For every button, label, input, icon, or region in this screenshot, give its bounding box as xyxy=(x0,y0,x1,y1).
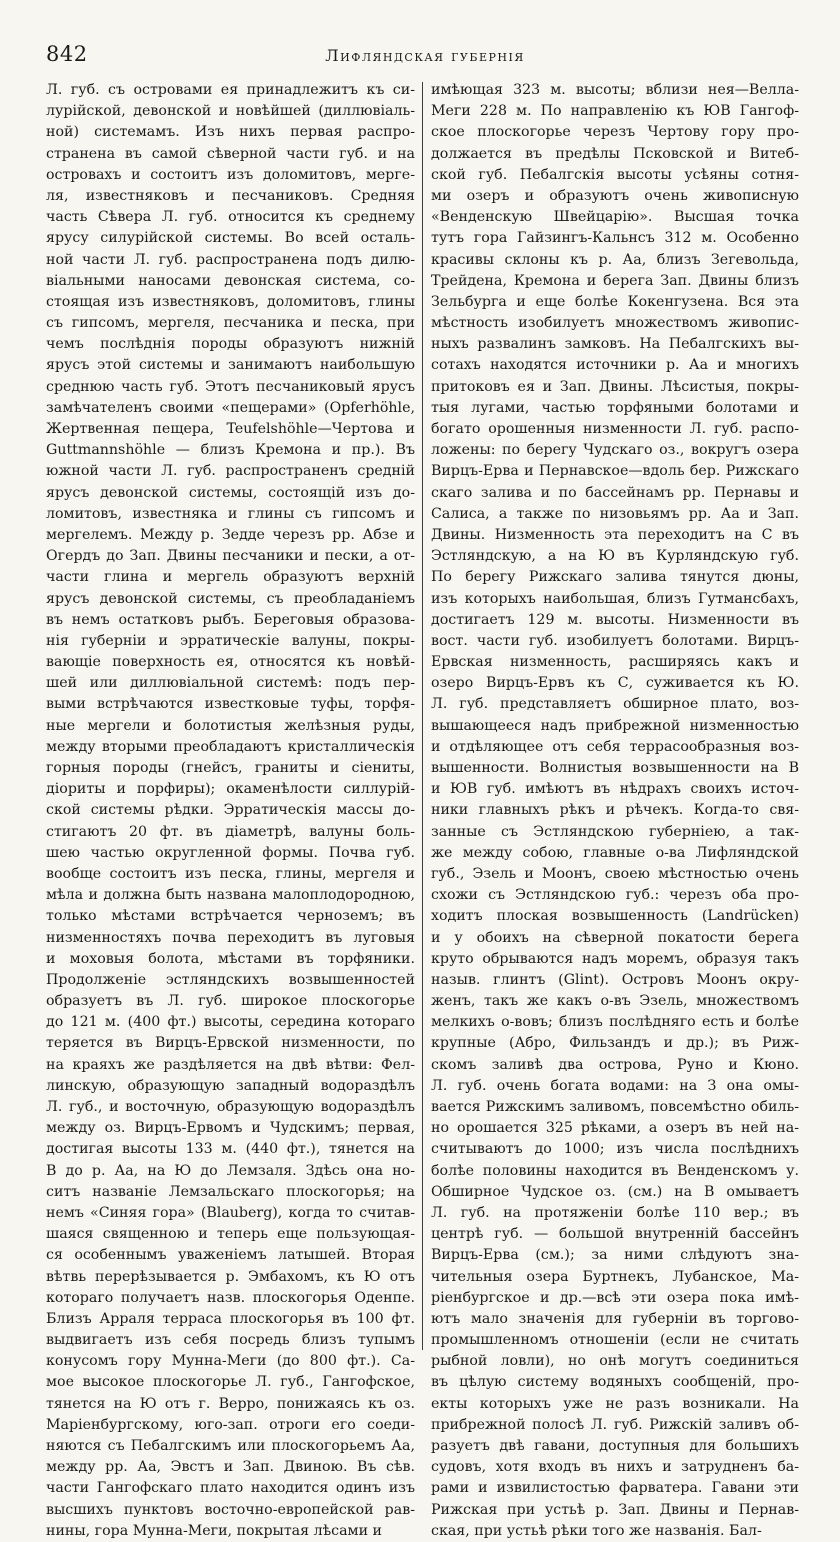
text-line: нія губерніи и эрратическіе валуны, покры- xyxy=(46,632,415,649)
text-line: чительныя озера Буртнекъ, Лубанское, Ма- xyxy=(431,1268,799,1285)
text-line: губ., Эзель и Моонъ, своею мѣстностью очень xyxy=(431,865,799,882)
text-line: ля, известняковъ и песчаниковъ. Средняя xyxy=(46,187,415,204)
text-line: между рр. Аа, Эвстъ и Зап. Двиною. Въ сѣв. xyxy=(46,1459,415,1476)
left-column xyxy=(46,80,422,1542)
text-line: тянется на Ю отъ г. Верро, понижаясь къ оз. xyxy=(46,1395,415,1412)
text-line: стоящая изъ известняковъ, доломитовъ, глины xyxy=(46,293,415,310)
text-line: мѣстность изобилуетъ множествомъ живопис- xyxy=(431,315,799,332)
text-line: Обширное Чудское оз. (см.) на В омываетъ xyxy=(431,1183,799,1200)
text-line: ной части Л. губ. распространена подъ дилю- xyxy=(46,251,415,268)
text-line: между вторыми преобладаютъ кристаллическія xyxy=(46,738,415,755)
text-line: въ немъ остатковъ рыбъ. Береговыя образова- xyxy=(46,611,415,628)
text-line: По берегу Рижскаго залива тянутся дюны, xyxy=(431,569,799,586)
text-line: круто обрываются надъ моремъ, образуя такъ xyxy=(431,950,799,967)
text-line: Вирцъ-Ерва и Пернавское—вдоль бер. Рижскаго xyxy=(431,463,799,480)
text-line: вышающееся надъ прибрежной низменностью xyxy=(431,717,799,734)
text-line: скомъ заливѣ два острова, Руно и Кюно. xyxy=(431,1056,799,1073)
text-line: горныя породы (гнейсъ, граниты и сіениты, xyxy=(46,760,415,776)
text-line: ныхъ развалинъ замковъ. На Пебалгскихъ вы- xyxy=(431,336,799,353)
text-line: лурійской, девонской и новѣйшей (диллювіаль- xyxy=(46,103,415,120)
text-line: тутъ гора Гайзингъ-Кальнсъ 312 м. Особенно xyxy=(431,230,799,247)
text-line: нины, гора Мунна-Меги, покрытая лѣсами и xyxy=(46,1522,383,1539)
text-line: высшихъ пунктовъ восточно-европейской рав- xyxy=(46,1501,415,1518)
text-line: озеро Вирцъ-Ервъ къ С, суживается къ Ю. xyxy=(431,675,799,692)
text-line: образуетъ въ Л. губ. широкое плоскогорье xyxy=(46,993,415,1010)
text-line: екты которыхъ уже не разъ возникали. На xyxy=(431,1395,799,1412)
text-line: ся особеннымъ уваженіемъ латышей. Вторая xyxy=(46,1247,415,1264)
text-line: крупные (Абро, Фильзандъ и др.); въ Риж- xyxy=(431,1035,799,1052)
text-line: ники главныхъ рѣкъ и рѣчекъ. Когда-то свя- xyxy=(431,802,799,819)
text-line: схожи съ Эстляндскою губ.: черезъ оба про- xyxy=(431,887,799,904)
text-line: часть Сѣвера Л. губ. относится къ среднему xyxy=(46,209,415,226)
text-line: стигаютъ 20 фт. въ діаметрѣ, валуны боль- xyxy=(46,823,415,840)
text-line: изъ которыхъ наибольшая, близъ Гутмансбахъ, xyxy=(431,590,799,607)
text-line: Двины. Низменность эта переходитъ на С въ xyxy=(431,526,799,543)
text-line: Л. губ. представляетъ обширное плато, воз- xyxy=(431,696,799,713)
text-line: Зельбурга и еще болѣе Кокенгузена. Вся эта xyxy=(431,293,799,310)
running-title: Лифляндская губернія xyxy=(325,46,525,65)
text-line: выми встрѣчаются известковые туфы, торфя- xyxy=(46,696,415,713)
text-line: ской системы рѣдки. Эрратическія массы до- xyxy=(46,802,415,819)
text-line: сотахъ находятся источники р. Аа и многихъ xyxy=(431,357,799,374)
text-line: Ервская низменность, расширяясь какъ и xyxy=(431,654,799,671)
text-line: замѣчателенъ своими «пещерами» (Opferhöhle, xyxy=(46,399,415,416)
text-line: должается въ предѣлы Псковской и Витеб- xyxy=(431,145,799,162)
text-line: віальными наносами девонская система, со- xyxy=(46,272,415,289)
text-line: Жертвенная пещера, Teufelshöhle—Чертова и xyxy=(46,421,415,437)
text-line: вообще состоитъ изъ песка, глины, мергеля и xyxy=(46,865,415,882)
text-line: низменностяхъ почва переходитъ въ луговыя xyxy=(46,929,415,946)
text-line: Эстляндскую, а на Ю въ Курляндскую губ. xyxy=(431,548,799,565)
text-line: рыбной ловли), но онѣ могутъ соединиться xyxy=(431,1353,799,1370)
text-line: и у обоихъ на сѣверной покатости берега xyxy=(431,929,799,946)
text-line: мергелемъ. Между р. Зедде черезъ рр. Абзе и xyxy=(46,526,415,543)
text-line: но орошается 325 рѣками, а озеръ въ ней на- xyxy=(431,1120,799,1137)
text-line: и ЮВ губ. имѣютъ въ нѣдрахъ своихъ источ- xyxy=(431,781,799,798)
text-line: между оз. Вирцъ-Ервомъ и Чудскимъ; первая, xyxy=(46,1120,415,1137)
text-line: тыя лугами, частью торфяными болотами и xyxy=(431,399,799,416)
text-line: Маріенбургскому, юго-зап. отроги его соеди- xyxy=(46,1416,415,1433)
text-line: скаго залива и по бассейнамъ рр. Пернавы и xyxy=(431,484,799,501)
text-line: ярусу силурійской системы. Во всей осталь- xyxy=(46,230,415,247)
text-line: занные съ Эстляндскою губерніею, а так- xyxy=(431,823,799,840)
text-line: ское плоскогорье черезъ Чертову гору про- xyxy=(431,124,799,141)
text-line: Guttmannshöhle — близъ Кремона и пр.). Въ xyxy=(46,442,415,459)
text-line: Л. губ. съ островами ея принадлежитъ къ си- xyxy=(46,82,415,98)
text-line: ные мергели и болотистыя желѣзныя руды, xyxy=(46,717,415,734)
text-line: южной части Л. губ. распространенъ средній xyxy=(46,463,415,480)
text-line: разуетъ двѣ гавани, доступныя для большихъ xyxy=(431,1438,799,1454)
text-line: богато орошенныя низменности Л. губ. распо- xyxy=(431,421,799,437)
text-line: шей или диллювіальной системѣ: подъ пер- xyxy=(46,675,415,692)
text-line: и моховыя болота, мѣстами въ торфяники. xyxy=(46,950,415,967)
text-line: шаяся священною и теперь еще пользующая- xyxy=(46,1226,415,1243)
text-line: ютъ мало значенія для губерніи въ торгово- xyxy=(431,1310,799,1327)
text-line: ріенбургское и др.—всѣ эти озера пока имѣ- xyxy=(431,1289,799,1306)
text-line: немъ «Синяя гора» (Blauberg), когда то считав- xyxy=(46,1204,415,1221)
text-line: достигая высоты 133 м. (440 фт.), тянется на xyxy=(46,1141,415,1158)
text-line: вышенности. Волнистыя возвышенности на В xyxy=(431,760,799,776)
text-line: съ гипсомъ, мергеля, песчаника и песка, при xyxy=(46,315,415,332)
text-line: няются съ Пебалгскимъ или плоскогорьемъ Аа, xyxy=(46,1438,415,1454)
text-line: достигаетъ 129 м. высоты. Низменности въ xyxy=(431,611,799,628)
text-line: Меги 228 м. По направленію къ ЮВ Гангоф- xyxy=(431,103,799,120)
text-line: ярусъ этой системы и занимаютъ наибольшую xyxy=(46,357,415,374)
text-line: Рижская при устьѣ р. Зап. Двины и Пернав- xyxy=(431,1501,799,1518)
text-line: до 121 м. (400 фт.) высоты, середина котораго xyxy=(46,1014,415,1031)
text-line: части глина и мергель образуютъ верхній xyxy=(46,569,415,586)
text-line: назыв. глинтъ (Glint). Островъ Моонъ окру- xyxy=(431,971,799,988)
text-line: ложены: по берегу Чудскаго оз., вокругъ озера xyxy=(431,442,799,459)
text-line: же между собою, главные о-ва Лифляндской xyxy=(431,844,799,861)
text-line: мѣла и должна быть названа малоплодородною, xyxy=(46,887,415,904)
text-line: среднюю часть губ. Этотъ песчаниковый ярусъ xyxy=(46,378,415,395)
text-line: Салиса, а также по низовьямъ рр. Аа и Зап. xyxy=(431,505,799,522)
text-line: въ цѣлую систему водяныхъ сообщеній, про- xyxy=(431,1374,799,1391)
text-line: островахъ и состоитъ изъ доломитовъ, мерге- xyxy=(46,166,415,183)
text-line: ми озеръ и образуютъ очень живописную xyxy=(431,187,799,204)
text-line: женъ, такъ же какъ о-въ Эзель, множествомъ xyxy=(431,993,799,1010)
text-line: конусомъ гору Мунна-Меги (до 800 фт.). Са- xyxy=(46,1353,415,1370)
text-line: теряется въ Вирцъ-Ервской низменности, по xyxy=(46,1035,415,1052)
text-line: Вирцъ-Ерва (см.); за ними слѣдуютъ зна- xyxy=(431,1247,799,1264)
text-line: ская, при устьѣ рѣки того же названія. Бал- xyxy=(431,1522,762,1539)
text-line: имѣющая 323 м. высоты; вблизи нея—Велла- xyxy=(431,82,799,98)
text-line: вѣтвь перерѣзывается р. Эмбахомъ, къ Ю отъ xyxy=(46,1268,415,1285)
text-line: на краяхъ же раздѣляется на двѣ вѣтви: Фел- xyxy=(46,1056,415,1073)
text-line: мелкихъ о-вовъ; близъ послѣдняго есть и болѣе xyxy=(431,1014,799,1031)
text-line: судовъ, хотя входъ въ нихъ и затрудненъ ба- xyxy=(431,1459,799,1476)
text-line: вающіе поверхность ея, относятся къ новѣй- xyxy=(46,654,415,671)
text-line: притоковъ ея и Зап. Двины. Лѣсистыя, покры- xyxy=(431,378,799,395)
text-line: промышленномъ отношеніи (если не считать xyxy=(431,1332,799,1349)
text-line: шею частью округленной формы. Почва губ. xyxy=(46,844,415,861)
text-line: вается Рижскимъ заливомъ, повсемѣстно обиль- xyxy=(431,1099,799,1115)
page-header xyxy=(46,40,804,80)
text-line: Трейдена, Кремона и берега Зап. Двины близъ xyxy=(431,272,799,289)
text-line: «Венденскую Швейцарію». Высшая точка xyxy=(431,209,799,226)
text-line: мое высокое плоскогорье Л. губ., Гангофское, xyxy=(46,1374,415,1391)
text-line: ходитъ плоская возвышенность (Landrücken) xyxy=(431,908,799,925)
text-line: Огердъ до Зап. Двины песчаники и пески, а от- xyxy=(46,548,415,565)
text-line: линскую, образующую западный водораздѣлъ xyxy=(46,1077,415,1094)
text-line: рами и извилистостью фарватера. Гавани эти xyxy=(431,1480,799,1497)
text-line: болѣе половины находится въ Венденскомъ у. xyxy=(431,1162,799,1179)
text-line: красивы склоны къ р. Аа, близъ Зегевольда, xyxy=(431,251,799,268)
text-line: прибрежной полосѣ Л. губ. Рижскій заливъ об- xyxy=(431,1416,799,1433)
text-line: части Гангофскаго плато находится одинъ изъ xyxy=(46,1480,415,1497)
text-line: считываютъ до 1000; изъ числа послѣднихъ xyxy=(431,1141,799,1158)
text-line: центрѣ губ. — большой внутренній бассейнъ xyxy=(431,1226,799,1243)
text-line: котораго получаетъ назв. плоскогорья Оденпе. xyxy=(46,1289,415,1306)
text-line: ной) системамъ. Изъ нихъ первая распро- xyxy=(46,124,415,141)
text-line: В до р. Аа, на Ю до Лемзаля. Здѣсь она но- xyxy=(46,1162,415,1179)
text-line: Л. губ., и восточную, образующую водораздѣлъ xyxy=(46,1099,415,1115)
text-line: и отдѣляющее отъ себя террасообразныя воз- xyxy=(431,738,799,755)
text-line: чемъ послѣднія породы образуютъ нижній xyxy=(46,336,415,353)
text-line: Л. губ. очень богата водами: на З она омы- xyxy=(431,1077,799,1094)
text-line: вост. части губ. изобилуетъ болотами. Вирцъ- xyxy=(431,632,799,649)
text-line: Близъ Арраля терраса плоскогорья въ 100 фт. xyxy=(46,1310,415,1327)
page-number: 842 xyxy=(46,42,88,66)
text-line: ломитовъ, известняка и глины съ гипсомъ и xyxy=(46,505,415,522)
text-line: ской губ. Пебалгскія высоты усѣяны сотня- xyxy=(431,166,799,183)
text-columns xyxy=(46,80,804,1542)
text-line: ситъ названіе Лемзальскаго плоскогорья; на xyxy=(46,1183,415,1200)
text-line: діориты и порфиры); окаменѣлости силлурій- xyxy=(46,781,415,798)
text-line: выдвигаетъ изъ себя посредь близъ тупымъ xyxy=(46,1332,415,1349)
text-line: ярусъ девонской системы, состоящій изъ до- xyxy=(46,484,415,501)
text-line: Продолженіе эстляндскихъ возвышенностей xyxy=(46,971,415,988)
text-line: Л. губ. на протяженіи болѣе 110 вер.; въ xyxy=(431,1204,799,1221)
text-line: только мѣстами встрѣчается черноземъ; въ xyxy=(46,908,415,925)
text-line: странена въ самой сѣверной части губ. и на xyxy=(46,145,415,162)
right-column xyxy=(423,80,799,1542)
text-line: ярусъ девонской системы, съ преобладаніемъ xyxy=(46,590,415,607)
